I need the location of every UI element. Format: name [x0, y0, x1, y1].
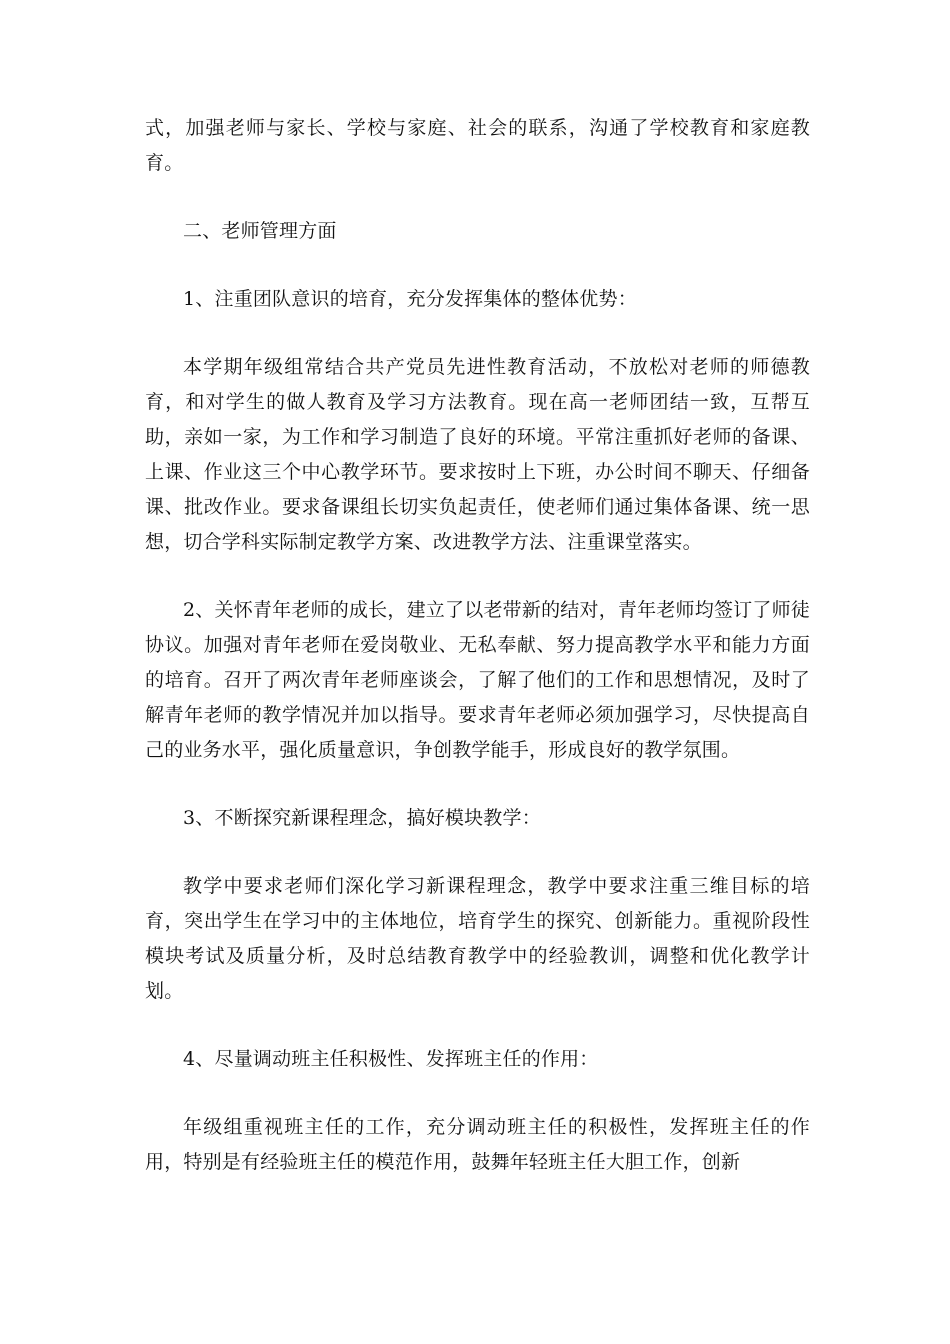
paragraph-teacher-ethics: 本学期年级组常结合共产党员先进性教育活动，不放松对老师的师德教育，和对学生的做人教育及学习方法教育。现在高一老师团结一致，互帮互助，亲如一家，为工作和学习制造了良好的环境。平常注重抓好老师的备课、上课、作业这三个中心教学环节。要求按时上下班，办公时间不聊天、仔细备课、批改作业。要求备课组长切实负起责任，使老师们通过集体备课、统一思想，切合学科实际制定教学方案、改进教学方法、注重课堂落实。: [145, 356, 810, 553]
paragraph-home-school-link: 式，加强老师与家长、学校与家庭、社会的联系，沟通了学校教育和家庭教育。: [145, 117, 810, 174]
subheading-team-awareness: 1、注重团队意识的培育，充分发挥集体的整体优势：: [183, 288, 637, 310]
document-body: [145, 111, 810, 1213]
paragraph-young-teachers: 2、关怀青年老师的成长，建立了以老带新的结对，青年老师均签订了师徒协议。加强对青年老师在爱岗敬业、无私奉献、努力提高教学水平和能力方面的培育。召开了两次青年老师座谈会，了解了他们的工作和思想情况，及时了解青年老师的教学情况并加以指导。要求青年老师必须加强学习，尽快提高自己的业务水平，强化质量意识，争创教学能手，形成良好的教学氛围。: [145, 599, 810, 761]
paragraph-curriculum-teaching: 教学中要求老师们深化学习新课程理念，教学中要求注重三维目标的培育，突出学生在学习中的主体地位，培育学生的探究、创新能力。重视阶段性模块考试及质量分析，及时总结教育教学中的经验教训，调整和优化教学计划。: [145, 875, 810, 1002]
section-heading-teacher-management: 二、老师管理方面: [183, 220, 337, 242]
subheading-new-curriculum: 3、不断探究新课程理念，搞好模块教学：: [183, 807, 541, 829]
paragraph-class-teacher-work: 年级组重视班主任的工作，充分调动班主任的积极性，发挥班主任的作用，特别是有经验班主任的模范作用，鼓舞年轻班主任大胆工作，创新: [145, 1116, 810, 1173]
subheading-class-teachers: 4、尽量调动班主任积极性、发挥班主任的作用：: [183, 1048, 599, 1070]
